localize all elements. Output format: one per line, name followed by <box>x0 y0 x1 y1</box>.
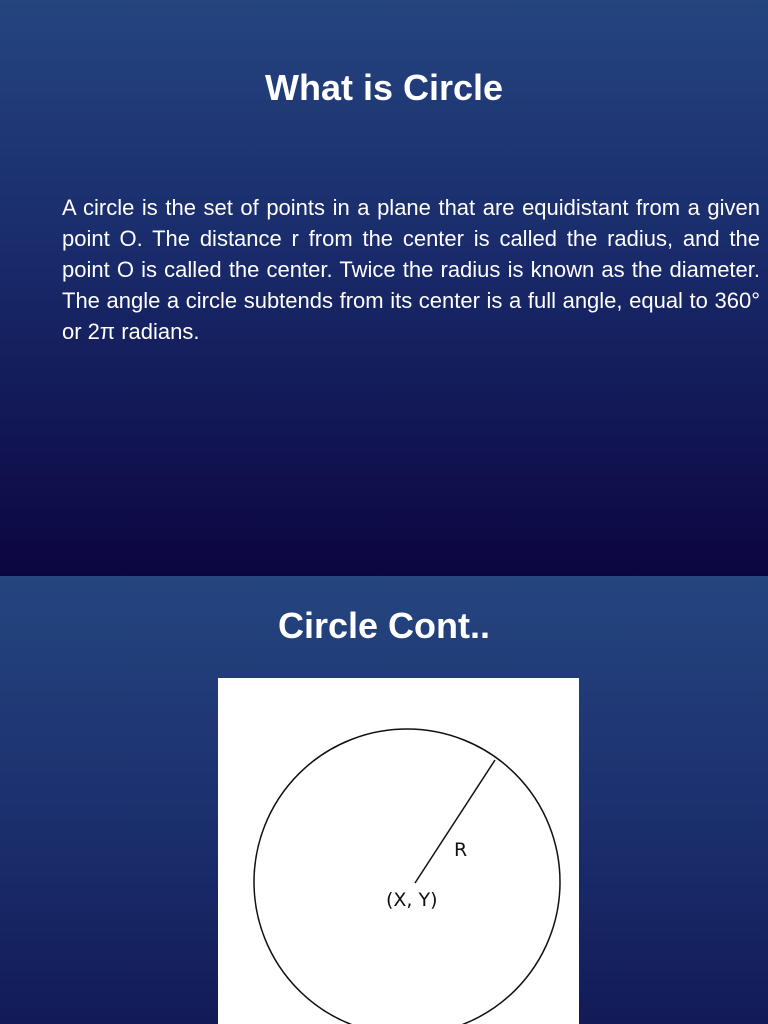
slide-circle-cont <box>0 576 768 1024</box>
slide-title: What is Circle <box>264 67 504 108</box>
slide-body-text: A circle is the set of points in a plane that are equidistant from a given point O. The distance r from the center is called the radius, and the point O is called the center. Twice the radius is known as the diameter. The angle a circle subtends from its center is a full angle, equal to 360° or 2π radians. <box>62 195 760 344</box>
circle-diagram <box>218 678 579 1024</box>
circle-diagram-svg <box>218 678 579 1024</box>
radius-label: R <box>454 839 468 861</box>
slide-title: Circle Cont.. <box>277 605 491 646</box>
center-label: (X, Y) <box>386 889 438 911</box>
radius-line <box>415 760 495 883</box>
circle-outline <box>254 729 560 1024</box>
